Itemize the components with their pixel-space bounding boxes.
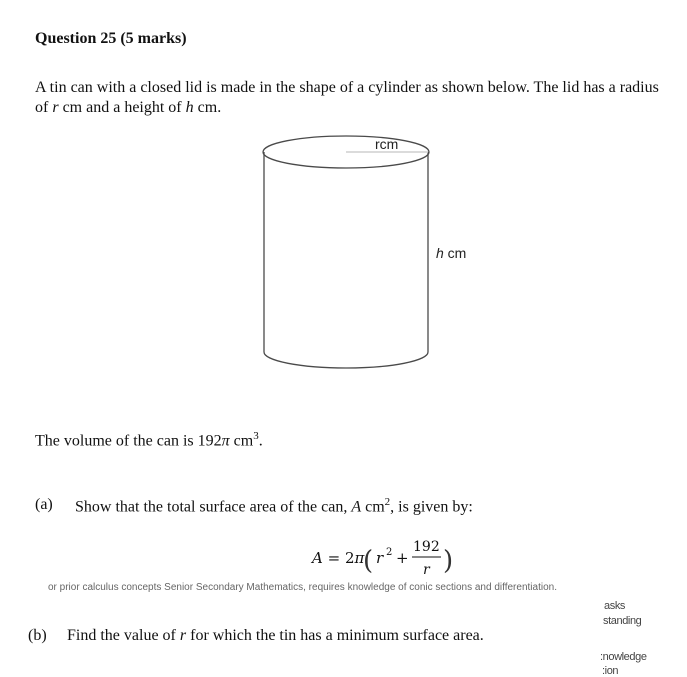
- part-a-text-2: cm: [361, 498, 385, 516]
- height-label-var: h: [436, 245, 444, 261]
- intro-text-1: A tin can with a closed lid is made in the shape of a cylinder as shown below. The lid has a radius of: [35, 79, 659, 116]
- side-fragment-2: standing: [603, 615, 642, 627]
- formula-plus: +: [396, 549, 409, 567]
- volume-text-2: cm: [229, 432, 254, 450]
- formula-right-paren: ): [443, 546, 454, 576]
- intro-text-3: cm.: [193, 99, 222, 116]
- cylinder-body: [264, 152, 428, 368]
- volume-text-1: The volume of the can is 192: [35, 432, 222, 450]
- radius-variable: r: [52, 99, 59, 116]
- area-exponent: 2: [384, 496, 391, 508]
- formula-square: 2: [386, 547, 393, 558]
- formula-r: r: [376, 549, 384, 567]
- volume-statement: [35, 430, 263, 450]
- cropped-text-line: [48, 582, 658, 594]
- volume-exponent: 3: [253, 430, 259, 442]
- height-variable: h: [185, 99, 194, 116]
- height-label: [436, 245, 466, 261]
- formula-lhs: [310, 549, 366, 567]
- height-label-unit: cm: [443, 245, 467, 261]
- question-title: Question 25 (5 marks): [35, 30, 187, 47]
- pi-symbol: π: [221, 432, 230, 450]
- cylinder-diagram: [262, 130, 467, 375]
- part-b-text-1: Find the value of: [67, 627, 180, 644]
- cropped-text: or prior calculus concepts Senior Secondary Mathematics, requires knowledge of conic sections and differentiation.: [48, 582, 557, 593]
- volume-text-3: .: [258, 432, 263, 450]
- side-fragment-3: :nowledge: [600, 651, 647, 663]
- surface-area-formula: [310, 534, 480, 584]
- formula-denominator: r: [423, 562, 430, 578]
- part-a-text: [75, 496, 473, 516]
- part-a-label: (a): [35, 496, 53, 513]
- side-fragment-1: asks: [604, 600, 626, 612]
- part-b-variable: r: [179, 627, 187, 644]
- side-fragment-4: :ion: [602, 665, 619, 677]
- formula-eq: = 2: [322, 549, 355, 567]
- part-a-text-1: Show that the total surface area of the can,: [75, 498, 352, 516]
- part-b-label: (b): [28, 627, 47, 644]
- intro-text-2: cm and a height of: [58, 99, 186, 116]
- area-variable: A: [351, 498, 362, 516]
- question-intro: [35, 78, 670, 118]
- part-b-text-2: for which the tin has a minimum surface area.: [186, 627, 484, 644]
- part-a-text-3: , is given by:: [390, 498, 473, 516]
- formula-left-paren: (: [363, 546, 374, 576]
- radius-label: rcm: [375, 136, 399, 152]
- formula-pi: π: [354, 549, 365, 567]
- formula-lhs-var: A: [312, 549, 323, 567]
- part-b-text: [67, 627, 484, 645]
- formula-numerator: 192: [413, 539, 440, 555]
